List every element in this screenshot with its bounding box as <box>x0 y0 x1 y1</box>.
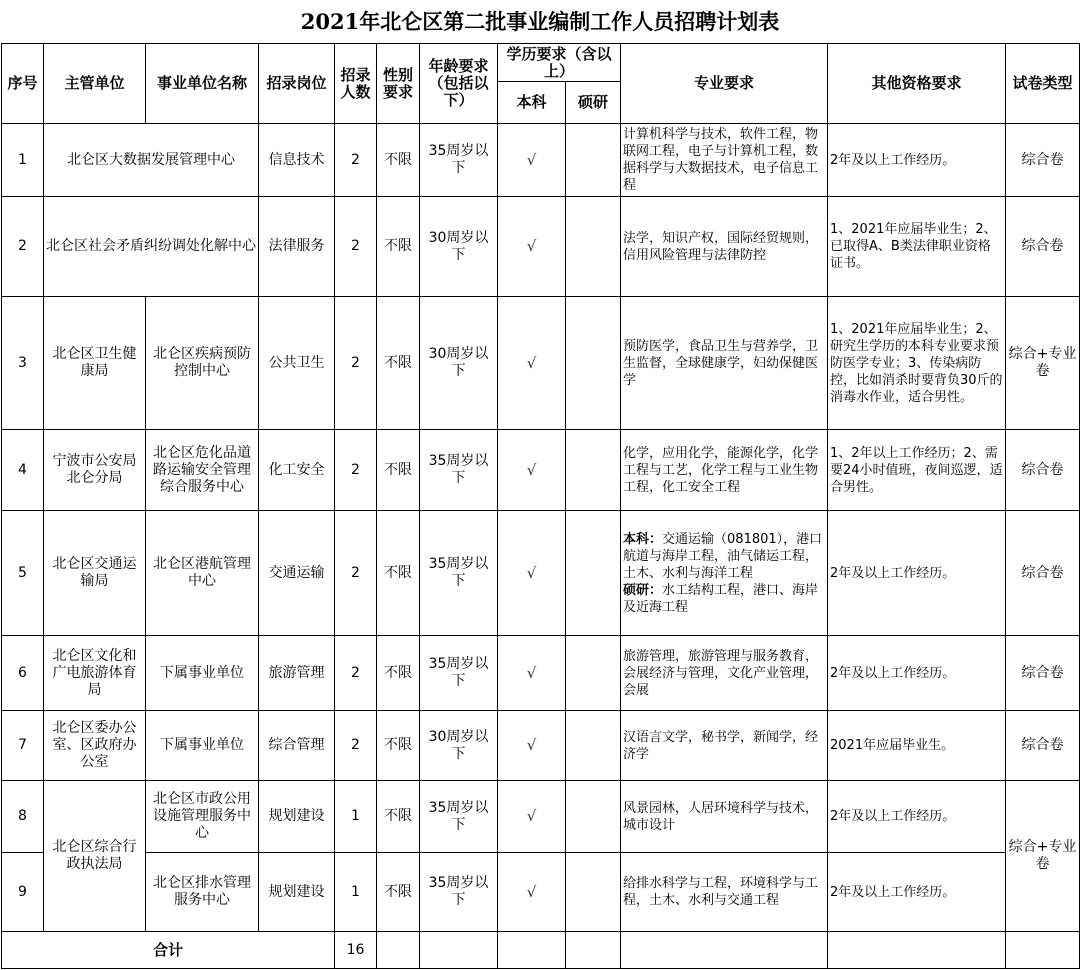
cell-post: 公共卫生 <box>259 297 335 430</box>
check-icon: √ <box>498 297 566 430</box>
cell-master <box>566 636 621 711</box>
header-no: 序号 <box>2 44 44 124</box>
total-count: 16 <box>335 932 377 969</box>
cell-no: 7 <box>2 711 44 781</box>
header-major: 专业要求 <box>621 44 828 124</box>
cell-age: 35周岁以下 <box>420 781 498 853</box>
check-icon: √ <box>498 711 566 781</box>
table-row <box>2 511 1080 636</box>
cell-exam: 综合卷 <box>1006 124 1080 197</box>
cell-master <box>566 853 621 932</box>
header-unit: 事业单位名称 <box>146 44 259 124</box>
cell-exam: 综合+专业卷 <box>1006 781 1080 932</box>
cell-major: 风景园林，人居环境科学与技术，城市设计 <box>621 781 828 853</box>
cell-exam: 综合卷 <box>1006 711 1080 781</box>
total-empty <box>498 932 566 969</box>
cell-age: 30周岁以下 <box>420 297 498 430</box>
cell-dept: 宁波市公安局北仑分局 <box>44 430 146 511</box>
check-icon: √ <box>498 853 566 932</box>
cell-gender: 不限 <box>377 711 420 781</box>
cell-dept: 北仑区交通运输局 <box>44 511 146 636</box>
cell-gender: 不限 <box>377 781 420 853</box>
cell-post: 交通运输 <box>259 511 335 636</box>
cell-unit: 北仑区疾病预防控制中心 <box>146 297 259 430</box>
check-icon: √ <box>498 636 566 711</box>
cell-other: 1、2021年应届毕业生；2、已取得A、B类法律职业资格证书。 <box>828 197 1006 297</box>
cell-no: 8 <box>2 781 44 853</box>
cell-no: 9 <box>2 853 44 932</box>
table-row <box>2 853 1080 932</box>
header-age: 年龄要求（包括以下） <box>420 44 498 124</box>
cell-major <box>621 511 828 636</box>
cell-dept: 北仑区综合行政执法局 <box>44 781 146 932</box>
major-master-text: 水工结构工程，港口、海岸及近海工程 <box>623 582 819 615</box>
major-master-label: 硕研： <box>623 582 663 598</box>
cell-other: 1、2年以上工作经历；2、需要24小时值班，夜间巡逻，适合男性。 <box>828 430 1006 511</box>
cell-unit: 北仑区排水管理服务中心 <box>146 853 259 932</box>
cell-major: 法学，知识产权，国际经贸规则，信用风险管理与法律防控 <box>621 197 828 297</box>
cell-gender: 不限 <box>377 297 420 430</box>
header-bachelor: 本科 <box>498 82 566 124</box>
cell-age: 35周岁以下 <box>420 853 498 932</box>
cell-age: 30周岁以下 <box>420 197 498 297</box>
page-title: 2021年北仑区第二批事业编制工作人员招聘计划表 <box>300 9 780 34</box>
total-empty <box>420 932 498 969</box>
header-edu: 学历要求（含以上） <box>498 44 621 82</box>
check-icon: √ <box>498 430 566 511</box>
header-dept: 主管单位 <box>44 44 146 124</box>
cell-exam: 综合+专业卷 <box>1006 297 1080 430</box>
total-empty <box>1006 932 1080 969</box>
cell-other: 2年及以上工作经历。 <box>828 853 1006 932</box>
cell-master <box>566 711 621 781</box>
header-exam: 试卷类型 <box>1006 44 1080 124</box>
total-empty <box>566 932 621 969</box>
table-row <box>2 124 1080 197</box>
cell-no: 4 <box>2 430 44 511</box>
cell-gender: 不限 <box>377 853 420 932</box>
major-bachelor-text: 交通运输（081801），港口航道与海岸工程，油气储运工程，土木、水利与海洋工程 <box>623 531 823 581</box>
cell-other: 2021年应届毕业生。 <box>828 711 1006 781</box>
cell-no: 3 <box>2 297 44 430</box>
table-row <box>2 636 1080 711</box>
cell-exam: 综合卷 <box>1006 430 1080 511</box>
total-empty <box>621 932 828 969</box>
cell-gender: 不限 <box>377 636 420 711</box>
cell-count: 2 <box>335 511 377 636</box>
cell-age: 30周岁以下 <box>420 711 498 781</box>
check-icon: √ <box>498 124 566 197</box>
header-count: 招录人数 <box>335 44 377 124</box>
cell-dept: 北仑区委办公室、区政府办公室 <box>44 711 146 781</box>
cell-exam: 综合卷 <box>1006 197 1080 297</box>
cell-master <box>566 511 621 636</box>
total-empty <box>828 932 1006 969</box>
cell-exam: 综合卷 <box>1006 636 1080 711</box>
cell-gender: 不限 <box>377 511 420 636</box>
cell-age: 35周岁以下 <box>420 124 498 197</box>
cell-major: 给排水科学与工程，环境科学与工程，土木、水利与交通工程 <box>621 853 828 932</box>
table-row <box>2 781 1080 853</box>
recruitment-table <box>1 43 1080 969</box>
cell-other: 2年及以上工作经历。 <box>828 511 1006 636</box>
cell-no: 1 <box>2 124 44 197</box>
cell-other: 2年及以上工作经历。 <box>828 636 1006 711</box>
cell-unit: 下属事业单位 <box>146 711 259 781</box>
cell-post: 规划建设 <box>259 853 335 932</box>
cell-count: 2 <box>335 711 377 781</box>
cell-no: 2 <box>2 197 44 297</box>
table-row <box>2 297 1080 430</box>
total-label: 合计 <box>2 932 335 969</box>
cell-dept-unit: 北仑区大数据发展管理中心 <box>44 124 259 197</box>
table-row <box>2 430 1080 511</box>
cell-post: 规划建设 <box>259 781 335 853</box>
header-gender: 性别要求 <box>377 44 420 124</box>
cell-major: 化学，应用化学，能源化学，化学工程与工艺，化学工程与工业生物工程，化工安全工程 <box>621 430 828 511</box>
cell-master <box>566 297 621 430</box>
cell-post: 旅游管理 <box>259 636 335 711</box>
header-post: 招录岗位 <box>259 44 335 124</box>
cell-age: 35周岁以下 <box>420 636 498 711</box>
check-icon: √ <box>498 197 566 297</box>
header-other: 其他资格要求 <box>828 44 1006 124</box>
cell-master <box>566 781 621 853</box>
cell-count: 1 <box>335 781 377 853</box>
cell-age: 35周岁以下 <box>420 430 498 511</box>
cell-dept-unit: 北仑区社会矛盾纠纷调处化解中心 <box>44 197 259 297</box>
cell-gender: 不限 <box>377 124 420 197</box>
cell-major: 计算机科学与技术，软件工程，物联网工程，电子与计算机工程，数据科学与大数据技术，电子信息工程 <box>621 124 828 197</box>
cell-dept: 北仑区卫生健康局 <box>44 297 146 430</box>
cell-other: 1、2021年应届毕业生；2、研究生学历的本科专业要求预防医学专业；3、传染病防控，比如消杀时要背负30斤的消毒水作业，适合男性。 <box>828 297 1006 430</box>
total-empty <box>377 932 420 969</box>
cell-count: 2 <box>335 124 377 197</box>
major-bachelor-label: 本科： <box>623 531 663 547</box>
cell-unit: 北仑区市政公用设施管理服务中心 <box>146 781 259 853</box>
cell-other: 2年及以上工作经历。 <box>828 124 1006 197</box>
cell-major: 汉语言文学，秘书学，新闻学，经济学 <box>621 711 828 781</box>
cell-age: 35周岁以下 <box>420 511 498 636</box>
check-icon: √ <box>498 511 566 636</box>
cell-exam: 综合卷 <box>1006 511 1080 636</box>
cell-other: 2年及以上工作经历。 <box>828 781 1006 853</box>
cell-gender: 不限 <box>377 430 420 511</box>
cell-count: 2 <box>335 636 377 711</box>
cell-post: 综合管理 <box>259 711 335 781</box>
cell-count: 2 <box>335 297 377 430</box>
check-icon: √ <box>498 781 566 853</box>
cell-unit: 北仑区港航管理中心 <box>146 511 259 636</box>
table-row <box>2 711 1080 781</box>
cell-master <box>566 197 621 297</box>
cell-unit: 北仑区危化品道路运输安全管理综合服务中心 <box>146 430 259 511</box>
cell-post: 信息技术 <box>259 124 335 197</box>
cell-post: 化工安全 <box>259 430 335 511</box>
cell-count: 1 <box>335 853 377 932</box>
cell-count: 2 <box>335 197 377 297</box>
header-row-1 <box>2 44 1080 82</box>
header-master: 硕研 <box>566 82 621 124</box>
cell-gender: 不限 <box>377 197 420 297</box>
cell-no: 6 <box>2 636 44 711</box>
cell-major: 旅游管理，旅游管理与服务教育，会展经济与管理，文化产业管理，会展 <box>621 636 828 711</box>
cell-no: 5 <box>2 511 44 636</box>
cell-unit: 下属事业单位 <box>146 636 259 711</box>
cell-major: 预防医学，食品卫生与营养学，卫生监督，全球健康学，妇幼保健医学 <box>621 297 828 430</box>
cell-post: 法律服务 <box>259 197 335 297</box>
cell-dept: 北仑区文化和广电旅游体育局 <box>44 636 146 711</box>
total-row <box>2 932 1080 969</box>
cell-master <box>566 124 621 197</box>
cell-master <box>566 430 621 511</box>
cell-count: 2 <box>335 430 377 511</box>
table-row <box>2 197 1080 297</box>
